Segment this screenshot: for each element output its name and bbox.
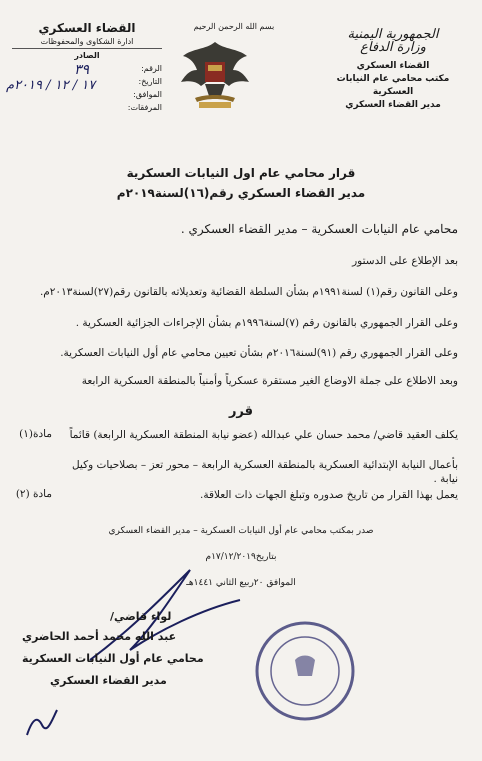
article-1-line-1: يكلف العقيد قاضي/ محمد حسان علي عبدالله (عضو نيابة المنطقة العسكرية الرابعة) قائماً — [69, 429, 458, 441]
ref-label: الرقم: — [141, 64, 162, 73]
recital-1: وعلى القانون رقم(١) لسنة١٩٩١م بشأن السلطة القضائية وتعديلاته بالقانون رقم(٢٧)لسنة٢٠١٣م. — [39, 286, 458, 298]
article-1-label: مادة(١) — [19, 428, 52, 440]
basmala: بسم الله الرحمن الرحيم — [193, 22, 275, 31]
issued-line: صدر بمكتب محامي عام أول النيابات العسكرية – مدير القضاء العسكري — [108, 526, 374, 536]
decision-title: قرار محامي عام اول النيابات العسكرية — [126, 166, 356, 180]
issued-date: بتاريخ١٧/١٢/٢٠١٩م — [205, 552, 277, 562]
office-name: مكتب محامي عام النيابات العسكرية — [336, 74, 450, 97]
letterhead-right — [318, 28, 468, 112]
signature-role-1: محامي عام أول النيابات العسكرية — [22, 652, 204, 665]
date-label: التاريخ: — [138, 77, 162, 86]
director-name: مدير القضاء العسكري — [345, 100, 441, 110]
decides-heading: قرر — [228, 404, 254, 419]
yemen-eagle-emblem-icon — [175, 36, 255, 114]
recital-2: وعلى القرار الجمهوري بالقانون رقم (٧)لسنة١٩٩٦م بشأن الإجراءات الجزائية العسكرية . — [75, 317, 458, 329]
attach-label: المرفقات: — [127, 103, 162, 112]
signature-role-2: مدير القضاء العسكري — [50, 674, 167, 687]
decision-subtitle: مدير القضاء العسكري رقم(١٦)لسنة٢٠١٩م — [116, 186, 366, 200]
recital-4: وبعد الاطلاع على جملة الاوضاع الغير مستقرة عسكرياً وأمنياً بالمنطقة العسكرية الرابعة — [81, 375, 458, 387]
article-2-line: يعمل بهذا القرار من تاريخ صدوره وتبلغ الجهات ذات العلاقة. — [200, 489, 458, 501]
signature-rank: لواء قاضي/ — [110, 610, 172, 623]
signature-name: عبد الله محمد أحمد الحاضري — [22, 630, 177, 643]
republic-name: الجمهورية اليمنية — [347, 27, 439, 42]
registry-title: القضاء العسكري — [38, 21, 136, 35]
ministry-name: وزارة الدفاع — [360, 40, 426, 55]
hijri-date: الموافق ٢٠ربيع الثاني ١٤٤١هـ — [186, 578, 296, 588]
recital-3: وعلى القرار الجمهوري رقم (٩١)لسنة٢٠١٦م بشأن تعيين محامي عام أول النيابات العسكرية. — [60, 347, 458, 359]
attach-row — [12, 101, 162, 114]
article-2-label: مادة (٢) — [15, 488, 52, 500]
issuer-line: محامي عام النيابات العسكرية – مدير القضاء العسكري . — [180, 222, 458, 236]
signature-flourish-icon — [22, 700, 62, 740]
article-1-line-2: بأعمال النيابة الإبتدائية العسكرية بالمنطقة العسكرية الرابعة – محور تعز – بصلاحيات وكيل نيابة . — [71, 459, 458, 485]
registry-outgoing: الصادر — [74, 51, 100, 60]
judiciary-name: القضاء العسكري — [356, 61, 430, 71]
agreed-label: الموافق: — [133, 90, 162, 99]
registry-subtitle: ادارة الشكاوى والمحفوظات — [12, 35, 162, 49]
recital-0: بعد الإطلاع على الدستور — [352, 255, 458, 267]
handwritten-date: ١٧ / ١٢ / ٢٠١٩م — [6, 78, 96, 93]
handwritten-ref-number: ٣٩ — [74, 62, 90, 78]
